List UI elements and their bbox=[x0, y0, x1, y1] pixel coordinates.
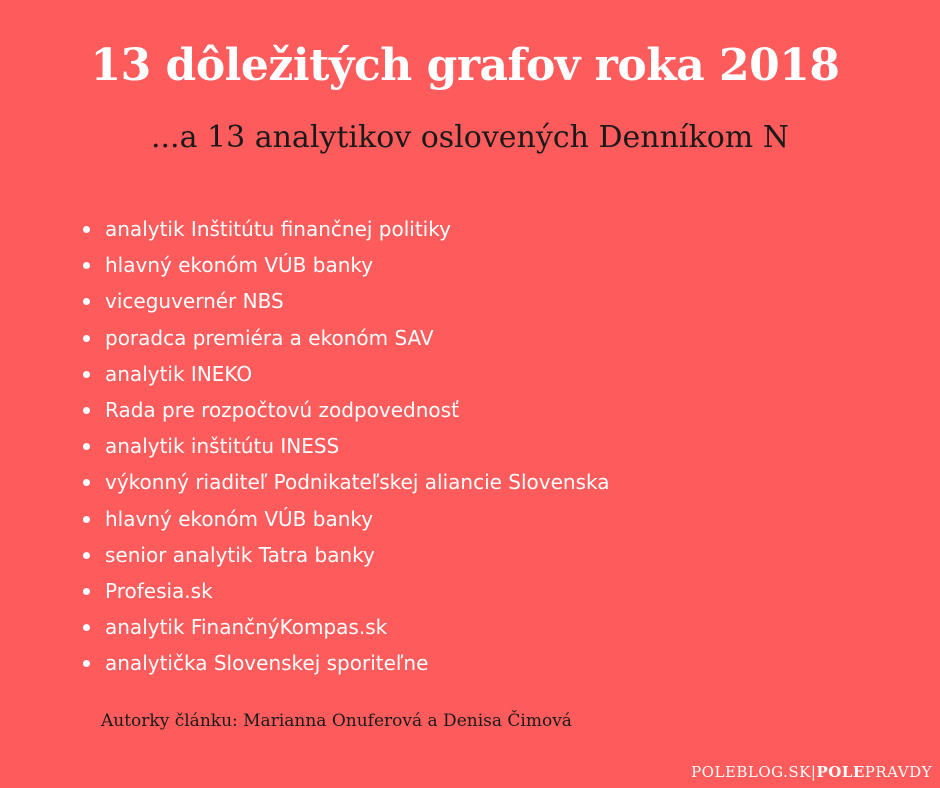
bullet-icon bbox=[83, 552, 90, 559]
bullet-icon bbox=[83, 479, 90, 486]
bullet-icon bbox=[83, 226, 90, 233]
list-item-label: analytik FinančnýKompas.sk bbox=[105, 615, 388, 640]
list-item-label: poradca premiéra a ekonóm SAV bbox=[105, 325, 434, 350]
bullet-icon bbox=[83, 407, 90, 414]
list-item-label: hlavný ekonóm VÚB banky bbox=[105, 253, 374, 278]
list-item bbox=[80, 573, 610, 609]
bullet-icon bbox=[83, 371, 90, 378]
list-item-label: analytik INEKO bbox=[105, 361, 253, 386]
list-item bbox=[80, 320, 610, 356]
list-item-label: výkonný riaditeľ Podnikateľskej aliancie Slovenska bbox=[105, 470, 610, 495]
list-item bbox=[80, 356, 610, 392]
list-item bbox=[80, 501, 610, 537]
page-title: 13 dôležitých grafov roka 2018 bbox=[90, 40, 840, 91]
list-item bbox=[80, 645, 610, 681]
brand-separator: | bbox=[810, 763, 817, 781]
list-item bbox=[80, 211, 610, 247]
bullet-icon bbox=[83, 624, 90, 631]
list-item bbox=[80, 609, 610, 645]
bullet-icon bbox=[83, 588, 90, 595]
brand-signature bbox=[691, 761, 932, 783]
list-item bbox=[80, 428, 610, 464]
page-subtitle: ...a 13 analytikov oslovených Denníkom N bbox=[150, 120, 789, 155]
list-item-label: Profesia.sk bbox=[105, 578, 213, 603]
brand-name-bold: POLE bbox=[816, 763, 865, 781]
bullet-icon bbox=[83, 660, 90, 667]
bullet-icon bbox=[83, 262, 90, 269]
list-item-label: hlavný ekonóm VÚB banky bbox=[105, 506, 374, 531]
list-item bbox=[80, 247, 610, 283]
list-item-label: senior analytik Tatra banky bbox=[105, 542, 375, 567]
bullet-icon bbox=[83, 443, 90, 450]
list-item-label: analytik Inštitútu finančnej politiky bbox=[105, 217, 451, 241]
list-item bbox=[80, 537, 610, 573]
brand-name-rest: PRAVDY bbox=[864, 763, 932, 781]
list-item bbox=[80, 283, 610, 319]
list-item bbox=[80, 392, 610, 428]
list-item-label: analytička Slovenskej sporiteľne bbox=[105, 651, 429, 676]
authors-credit: Autorky článku: Marianna Onuferová a Denisa Čimová bbox=[101, 711, 572, 731]
list-item-label: viceguvernér NBS bbox=[105, 289, 284, 314]
bullet-icon bbox=[83, 335, 90, 342]
bullet-icon bbox=[83, 298, 90, 305]
list-item bbox=[80, 464, 610, 500]
list-item-label: Rada pre rozpočtovú zodpovednosť bbox=[105, 397, 459, 422]
bullet-icon bbox=[83, 516, 90, 523]
brand-site: POLEBLOG.SK bbox=[691, 763, 811, 781]
analyst-list bbox=[80, 211, 610, 681]
list-item-label: analytik inštitútu INESS bbox=[105, 434, 340, 459]
